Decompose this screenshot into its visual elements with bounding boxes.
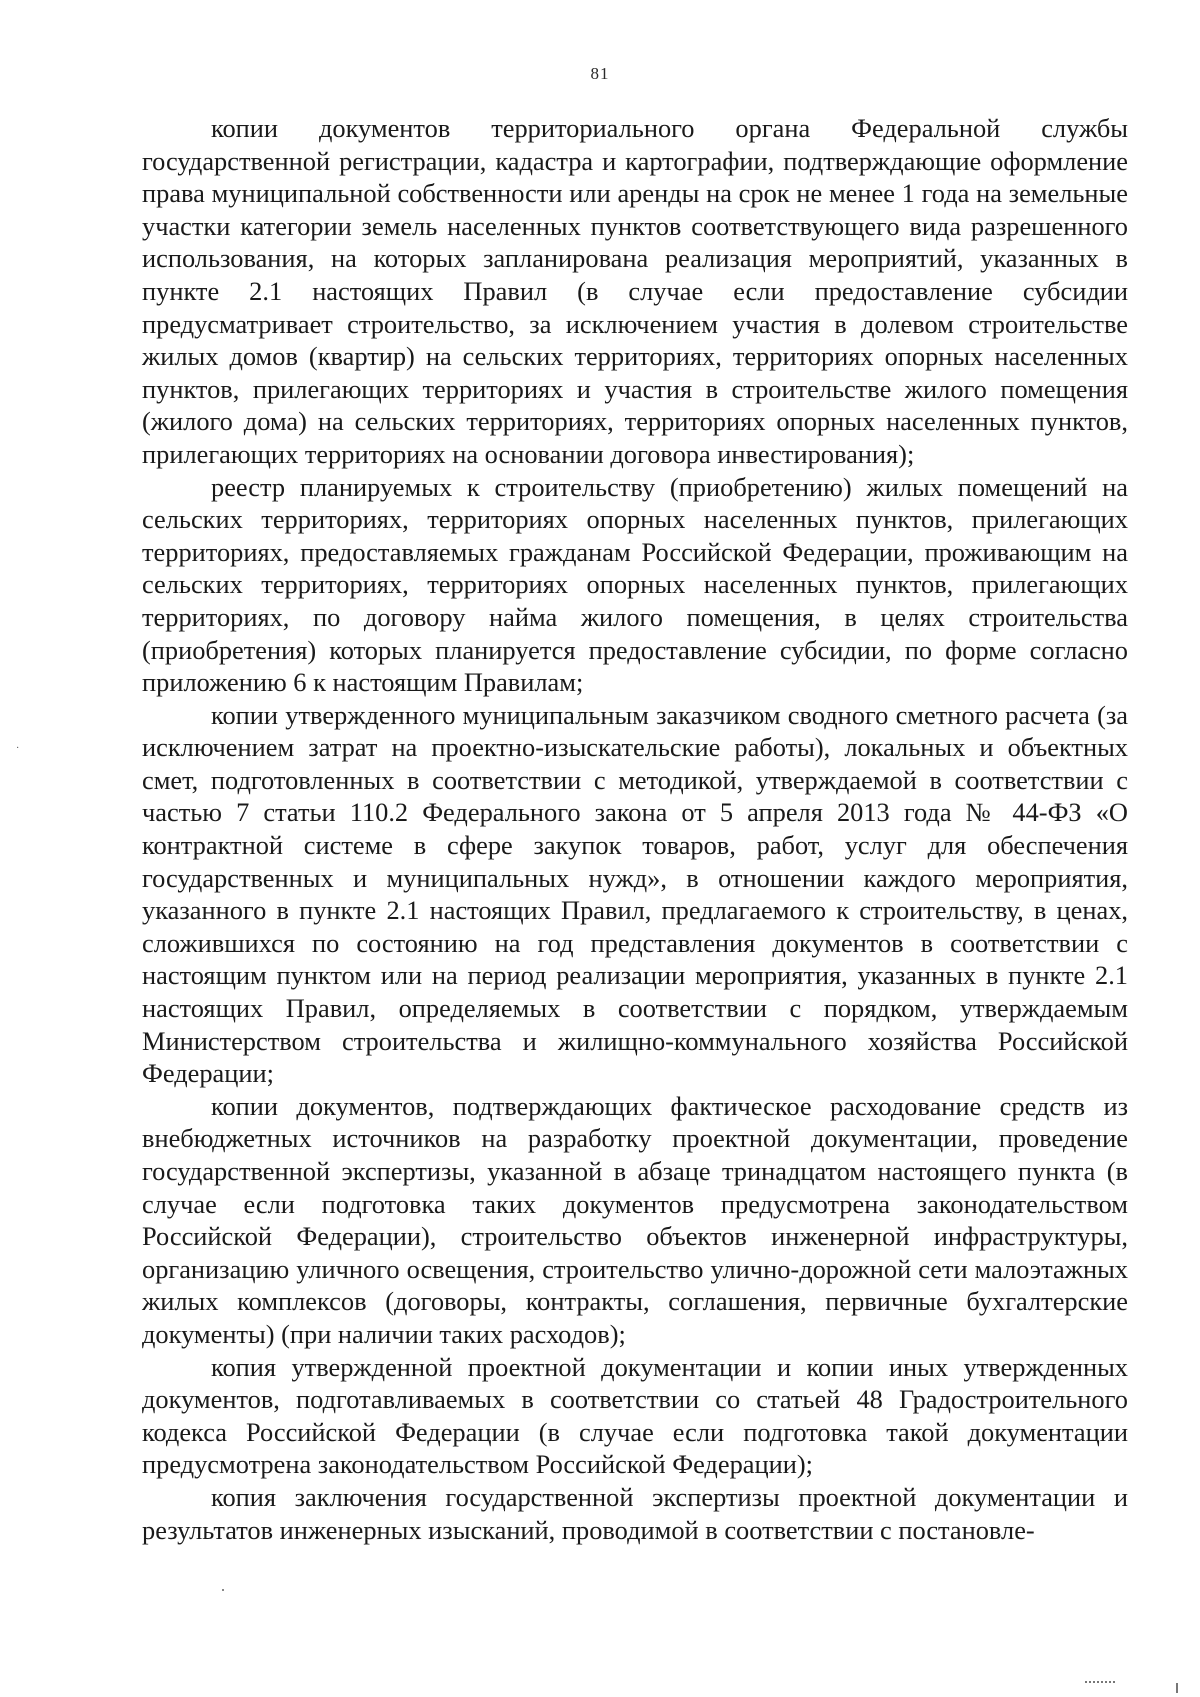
scan-artifact [222,1589,224,1591]
paragraph-land-documents: копии документов территориального органа Федеральной службы государственной регистрации, кадастра и картографии, подтверждающие оформление права муниципальной собственности или аренды на срок не менее 1 года на земельные участки категории земель населенных пунктов соответствующего вида разрешенного использования, на которых запланирована реализация мероприятий, указанных в пункте 2.1 настоящих Правил (в случае если предоставление субсидии предусматривает строительство, за исключением участия в долевом строительстве жилых домов (квартир) на сельских территориях, территориях опорных населенных пунктов, прилегающих территориях и участия в строительстве жилого помещения (жилого дома) на сельских территориях, территориях опорных населенных пунктов, прилегающих территориях на основании договора инвестирования); [142,113,1128,469]
paragraph-project-documentation: копия утвержденной проектной документации и копии иных утвержденных документов, подготавливаемых в соответствии со статьей 48 Градостроительного кодекса Российской Федерации (в случае если подготовка такой документации предусмотрена законодательством Российской Федерации); [142,1351,1128,1480]
margin-dot: · [16,743,20,754]
document-body [142,112,1128,1546]
paragraph-estimate-copies: копии утвержденного муниципальным заказчиком сводного сметного расчета (за исключением затрат на проектно-изыскательские работы), локальных и объектных смет, подготовленных в соответствии с методикой, утверждаемой в соответствии с частью 7 статьи 110.2 Федерального закона от 5 апреля 2013 года № 44-ФЗ «О контрактной системе в сфере закупок товаров, работ, услуг для обеспечения государственных и муниципальных нужд», в отношении каждого мероприятия, указанного в пункте 2.1 настоящих Правил, предлагаемого к строительству, в ценах, сложившихся по состоянию на год представления документов в соответствии с настоящим пунктом или на период реализации мероприятия, указанных в пункте 2.1 настоящих Правил, определяемых в соответствии с порядком, утверждаемым Министерством строительства и жилищно-коммунального хозяйства Российской Федерации; [142,699,1128,1089]
paragraph-expense-documents: копии документов, подтверждающих фактическое расходование средств из внебюджетных источников на разработку проектной документации, проведение государственной экспертизы, указанной в абзаце тринадцатом настоящего пункта (в случае если подготовка таких документов предусмотрена законодательством Российской Федерации), строительство объектов инженерной инфраструктуры, организацию уличного освещения, строительство улично-дорожной сети малоэтажных жилых комплексов (договоры, контракты, соглашения, первичные бухгалтерские документы) (при наличии таких расходов); [142,1090,1128,1349]
footer-scan-mark [1085,1681,1115,1691]
page-number: 81 [590,64,610,83]
paragraph-housing-registry: реестр планируемых к строительству (приобретению) жилых помещений на сельских территориях, территориях опорных населенных пунктов, прилегающих территориях, предоставляемых гражданам Российской Федерации, проживающим на сельских территориях, территориях опорных населенных пунктов, прилегающих территориях, по договору найма жилого помещения, в целях строительства (приобретения) которых планируется предоставление субсидии, по форме согласно приложению 6 к настоящим Правилам; [142,471,1128,698]
footer-scan-tick [1176,1683,1178,1693]
paragraph-expertise-conclusion: копия заключения государственной экспертизы проектной документации и результатов инженерных изысканий, проводимой в соответствии с постановле- [142,1481,1128,1545]
